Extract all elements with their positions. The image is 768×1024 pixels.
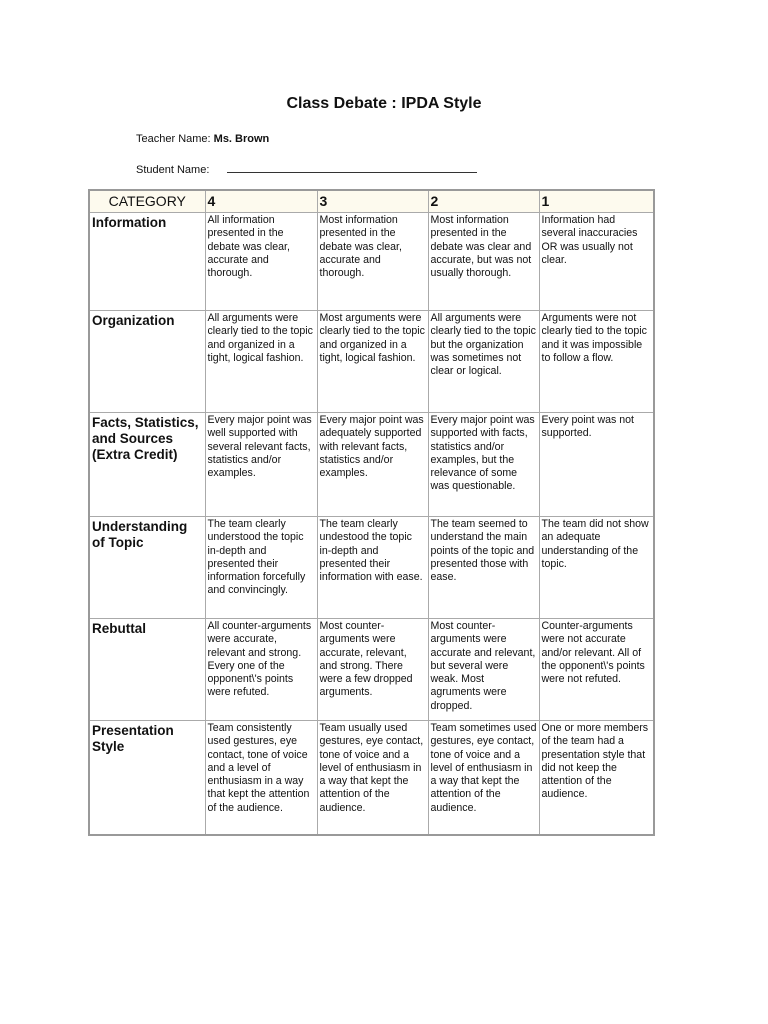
criteria-cell: Every major point was supported with facts, statistics and/or examples, but the relevance of some was questionable.: [428, 413, 539, 517]
table-row: [89, 413, 654, 517]
student-name-blank: [227, 162, 477, 173]
category-cell: Rebuttal: [89, 619, 205, 721]
header-row: [89, 190, 654, 213]
criteria-cell: Most information presented in the debate was clear, accurate and thorough.: [317, 213, 428, 311]
criteria-cell: Every major point was well supported with several relevant facts, statistics and/or examples.: [205, 413, 317, 517]
category-cell: Facts, Statistics, and Sources (Extra Credit): [89, 413, 205, 517]
criteria-cell: All arguments were clearly tied to the topic but the organization was sometimes not clear or logical.: [428, 311, 539, 413]
criteria-cell: All arguments were clearly tied to the topic and organized in a tight, logical fashion.: [205, 311, 317, 413]
header-score-3: 3: [317, 190, 428, 213]
criteria-cell: The team clearly understood the topic in-depth and presented their information forcefully and convincingly.: [205, 517, 317, 619]
table-row: [89, 517, 654, 619]
criteria-cell: Team usually used gestures, eye contact, tone of voice and a level of enthusiasm in a way that kept the attention of the audience.: [317, 721, 428, 835]
criteria-cell: The team seemed to understand the main points of the topic and presented those with ease.: [428, 517, 539, 619]
criteria-cell: One or more members of the team had a presentation style that did not keep the attention of the audience.: [539, 721, 654, 835]
criteria-cell: Counter-arguments were not accurate and/or relevant. All of the opponent\'s points were not refuted.: [539, 619, 654, 721]
teacher-name: Ms. Brown: [213, 133, 270, 145]
category-cell: Presentation Style: [89, 721, 205, 835]
criteria-cell: All information presented in the debate was clear, accurate and thorough.: [205, 213, 317, 311]
criteria-cell: Arguments were not clearly tied to the topic and it was impossible to follow a flow.: [539, 311, 654, 413]
table-row: [89, 311, 654, 413]
criteria-cell: Every major point was adequately supported with relevant facts, statistics and/or examples.: [317, 413, 428, 517]
criteria-cell: All counter-arguments were accurate, relevant and strong. Every one of the opponent\'s points were refuted.: [205, 619, 317, 721]
table-row: [89, 213, 654, 311]
student-line: [136, 162, 477, 176]
category-cell: Organization: [89, 311, 205, 413]
criteria-cell: Most arguments were clearly tied to the topic and organized in a tight, logical fashion.: [317, 311, 428, 413]
student-label: Student Name:: [136, 164, 210, 176]
criteria-cell: The team clearly undestood the topic in-depth and presented their information with ease.: [317, 517, 428, 619]
criteria-cell: Team consistently used gestures, eye contact, tone of voice and a level of enthusiasm in a way that kept the attention of the audience.: [205, 721, 317, 835]
criteria-cell: Most counter-arguments were accurate and relevant, but several were weak. Most agruments were dropped.: [428, 619, 539, 721]
criteria-cell: Most counter-arguments were accurate, relevant, and strong. There were a few dropped arguments.: [317, 619, 428, 721]
header-score-4: 4: [205, 190, 317, 213]
criteria-cell: The team did not show an adequate understanding of the topic.: [539, 517, 654, 619]
category-cell: Information: [89, 213, 205, 311]
document-title: Class Debate : IPDA Style: [286, 95, 482, 112]
table-row: [89, 721, 654, 835]
teacher-label: Teacher Name:: [136, 133, 211, 145]
criteria-cell: Team sometimes used gestures, eye contact, tone of voice and a level of enthusiasm in a way that kept the attention of the audience.: [428, 721, 539, 835]
category-cell: Understanding of Topic: [89, 517, 205, 619]
header-score-1: 1: [539, 190, 654, 213]
rubric-table: [88, 189, 655, 836]
teacher-line: [136, 133, 269, 145]
criteria-cell: Most information presented in the debate was clear and accurate, but was not usually thorough.: [428, 213, 539, 311]
table-row: [89, 619, 654, 721]
criteria-cell: Every point was not supported.: [539, 413, 654, 517]
header-category: CATEGORY: [89, 190, 205, 213]
header-score-2: 2: [428, 190, 539, 213]
criteria-cell: Information had several inaccuracies OR was usually not clear.: [539, 213, 654, 311]
